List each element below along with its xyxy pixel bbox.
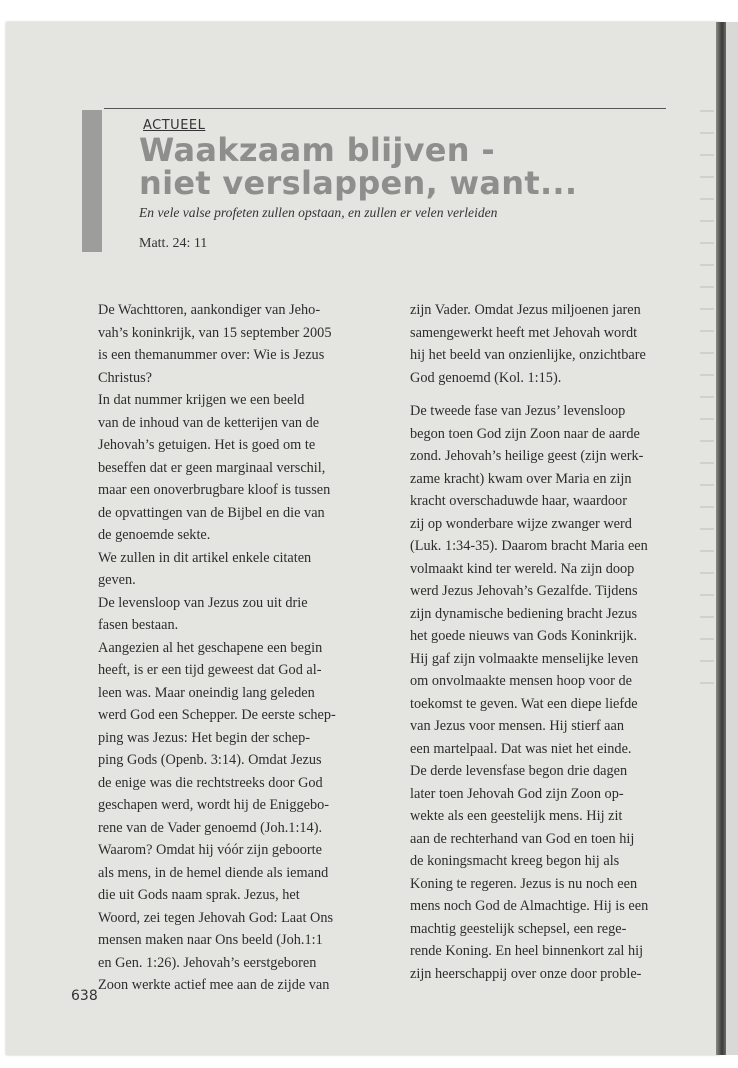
text-line: De tweede fase van Jezus’ levensloop: [410, 403, 626, 419]
text-line: De derde levensfase begon drie dagen: [410, 763, 628, 779]
text-line: de opvattingen van de Bijbel en die van: [98, 504, 325, 521]
text-line: (Luk. 1:34-35). Daarom bracht Maria een: [410, 538, 648, 554]
text-line: als mens, in de hemel diende als iemand: [98, 864, 329, 881]
text-line: de koningsmacht kreeg begon hij als: [410, 853, 620, 869]
text-line: ping was Jezus: Het begin der schep-: [98, 729, 311, 746]
text-line: heeft, is er een tijd geweest dat God al-: [98, 662, 322, 678]
text-line: hij het beeld van onzienlijke, onzichtbare: [410, 347, 646, 363]
text-line: toekomst te geven. Wat een diepe liefde: [410, 695, 638, 712]
text-line: We zullen in dit artikel enkele citaten: [98, 549, 312, 566]
text-line: wekte als een geestelijk mens. Hij zit: [410, 808, 623, 824]
text-line: beseffen dat er geen marginaal verschil,: [98, 459, 326, 476]
text-column-left: [98, 299, 378, 997]
text-line: mensen maken naar Ons beeld (Joh.1:1: [98, 932, 323, 948]
paragraph-gap: [410, 389, 690, 400]
text-line: machtig geestelijk schepsel, een rege-: [410, 920, 627, 937]
header-rule: [104, 108, 666, 109]
title-line: niet verslappen, want...: [139, 164, 578, 202]
text-line: Jehovah’s getuigen. Het is goed om te: [98, 437, 316, 453]
title-line: Waakzaam blijven -: [139, 131, 495, 169]
text-line: de enige was die rechtstreeks door God: [98, 774, 323, 791]
text-line: aan de rechterhand van God en toen hij: [410, 830, 635, 847]
text-line: God genoemd (Kol. 1:15).: [410, 369, 562, 386]
text-line: rende Koning. En heel binnenkort zal hij: [410, 943, 644, 959]
text-line: van Jezus voor mensen. Hij stierf aan: [410, 718, 624, 734]
text-line: mens noch God de Almachtige. Hij is een: [410, 898, 649, 914]
text-line: Zoon werkte actief mee aan de zijde van: [98, 977, 330, 993]
text-line: zond. Jehovah’s heilige geest (zijn werk-: [410, 448, 644, 464]
text-line: en Gen. 1:26). Jehovah’s eerstgeboren: [98, 954, 317, 971]
show-through-text: [700, 110, 714, 690]
text-line: De Wachttoren, aankondiger van Jeho-: [98, 302, 321, 318]
text-line: begon toen God zijn Zoon naar de aarde: [410, 425, 640, 442]
scripture-reference: Matt. 24: 11: [139, 236, 208, 251]
text-line: werd God een Schepper. De eerste schep-: [98, 707, 336, 723]
text-line: het goede nieuws van Gods Koninkrijk.: [410, 628, 638, 644]
text-line: zijn dynamische bediening bracht Jezus: [410, 605, 638, 622]
text-line: Hij gaf zijn volmaakte menselijke leven: [410, 650, 639, 667]
text-line: zame kracht) kwam over Maria en zijn: [410, 470, 632, 487]
text-line: rene van de Vader genoemd (Joh.1:14).: [98, 819, 323, 836]
text-line: Aangezien al het geschapene een begin: [98, 639, 323, 656]
text-line: Woord, zei tegen Jehovah God: Laat Ons: [98, 909, 334, 926]
text-line: een martelpaal. Dat was niet het einde.: [410, 740, 632, 757]
text-line: geven.: [98, 572, 136, 588]
text-line: maar een onoverbrugbare kloof is tussen: [98, 482, 331, 498]
page-number: 638: [71, 988, 98, 1004]
text-line: de genoemde sekte.: [98, 527, 211, 543]
text-line: Waarom? Omdat hij vóór zijn geboorte: [98, 842, 322, 858]
text-line: is een themanummer over: Wie is Jezus: [98, 347, 325, 363]
text-line: ping Gods (Openb. 3:14). Omdat Jezus: [98, 752, 322, 768]
text-line: leen was. Maar oneindig lang geleden: [98, 684, 315, 701]
text-line: die uit Gods naam sprak. Jezus, het: [98, 887, 300, 903]
text-line: De levensloop van Jezus zou uit drie: [98, 594, 308, 611]
text-line: zijn Vader. Omdat Jezus miljoenen jaren: [410, 302, 641, 318]
text-line: van de inhoud van de ketterijen van de: [98, 414, 320, 431]
text-line: samengewerkt heeft met Jehovah wordt: [410, 324, 638, 341]
text-line: vah’s koninkrijk, van 15 september 2005: [98, 324, 332, 341]
text-line: geschapen werd, wordt hij de Eniggebo-: [98, 797, 330, 813]
text-line: zijn heerschappij over onze door proble-: [410, 965, 642, 982]
text-column-right: [410, 299, 690, 985]
text-line: kracht overschaduwde haar, waardoor: [410, 493, 627, 509]
article-subtitle: En vele valse profeten zullen opstaan, en zullen er velen verleiden: [139, 205, 498, 220]
text-line: werd Jezus Jehovah’s Gezalfde. Tijdens: [410, 583, 638, 599]
text-line: fasen bestaan.: [98, 617, 179, 633]
text-line: volmaakt kind ter wereld. Na zijn doop: [410, 560, 635, 577]
section-kicker: ACTUEEL: [143, 118, 206, 133]
header-accent-bar: [82, 110, 102, 252]
text-line: zij op wonderbare wijze zwanger werd: [410, 515, 632, 532]
text-line: In dat nummer krijgen we een beeld: [98, 392, 305, 408]
text-line: Christus?: [98, 369, 153, 386]
text-line: later toen Jehovah God zijn Zoon op-: [410, 785, 624, 802]
book-spine: [716, 22, 726, 1055]
text-line: om onvolmaakte mensen hoop voor de: [410, 673, 632, 689]
facing-page-edge: [726, 22, 738, 1055]
article-title: [139, 131, 659, 202]
text-line: Koning te regeren. Jezus is nu noch een: [410, 875, 638, 892]
